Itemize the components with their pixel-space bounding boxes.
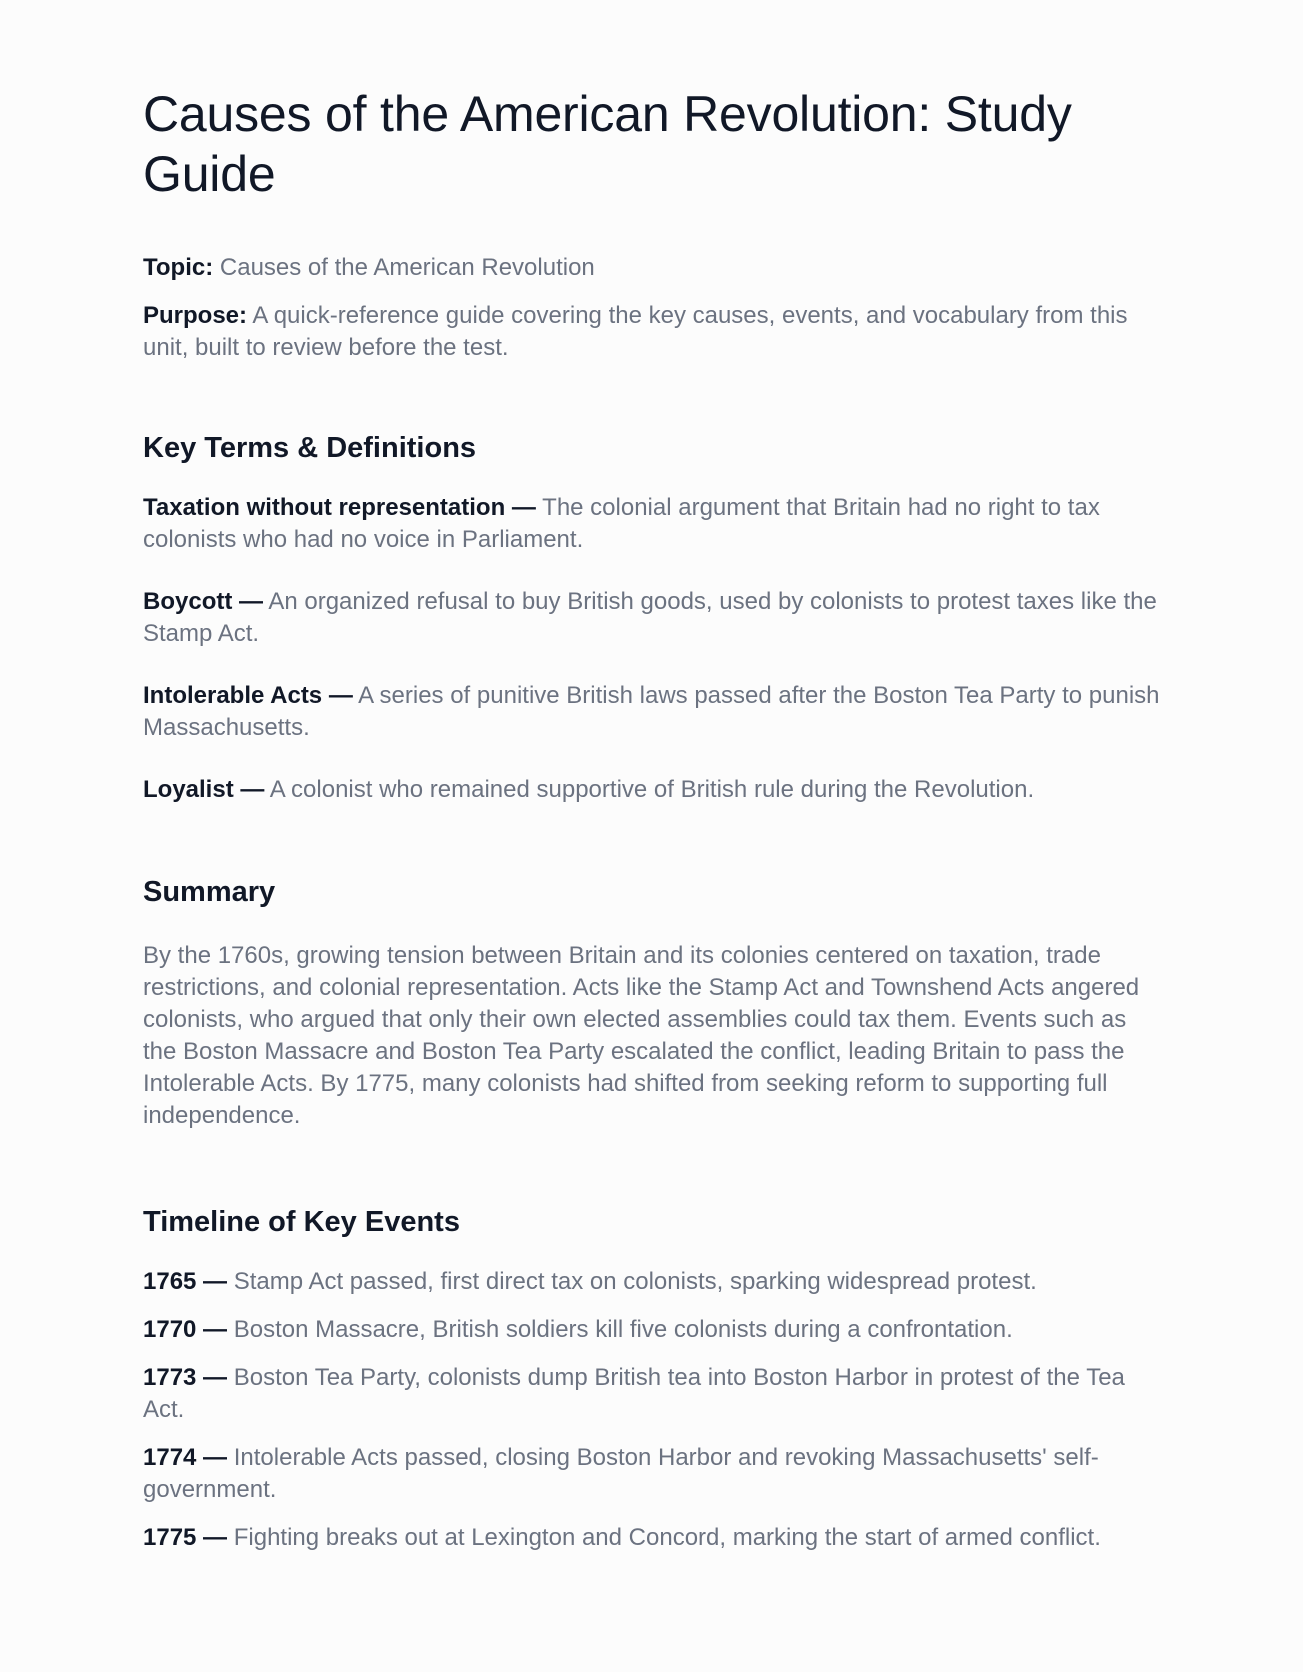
event-year: 1770 — xyxy=(143,1316,228,1343)
term-definition: A series of punitive British laws passed after the Boston Tea Party to punish Massachusetts. xyxy=(143,682,1160,741)
timeline-event xyxy=(143,1442,1163,1506)
summary-paragraph: By the 1760s, growing tension between Britain and its colonies centered on taxation, trade restrictions, and colonial representation. Acts like the Stamp Act and Townshend Acts angered colonists, who argued that only their own elected assemblies could tax them. Events such as the Boston Massacre and Boston Tea Party escalated the conflict, leading Britain to pass the Intolerable Acts. By 1775, many colonists had shifted from seeking reform to supporting full independence. xyxy=(143,942,1140,1129)
event-description: Boston Tea Party, colonists dump British tea into Boston Harbor in protest of the Tea Act. xyxy=(143,1364,1125,1423)
topic-line xyxy=(143,252,1163,284)
key-terms-section xyxy=(143,430,1163,806)
term-item xyxy=(143,492,1163,556)
timeline-list xyxy=(143,1266,1163,1554)
term-definition: An organized refusal to buy British goods, used by colonists to protest taxes like the Stamp Act. xyxy=(143,588,1157,647)
event-year: 1774 — xyxy=(143,1444,228,1471)
topic-label: Topic: xyxy=(143,254,214,281)
term-item xyxy=(143,774,1163,806)
key-terms-list xyxy=(143,492,1163,806)
study-guide-document xyxy=(143,84,1163,1570)
term-item xyxy=(143,680,1163,744)
purpose-line xyxy=(143,300,1163,364)
purpose-value: A quick-reference guide covering the key causes, events, and vocabulary from this unit, built to review before the test. xyxy=(143,302,1128,361)
event-description: Stamp Act passed, first direct tax on colonists, sparking widespread protest. xyxy=(233,1268,1037,1295)
event-year: 1765 — xyxy=(143,1268,228,1295)
page-title: Causes of the American Revolution: Study Guide xyxy=(143,86,1072,202)
event-description: Intolerable Acts passed, closing Boston Harbor and revoking Massachusetts' self-government. xyxy=(143,1444,1099,1503)
purpose-label: Purpose: xyxy=(143,302,248,329)
timeline-event xyxy=(143,1266,1163,1298)
event-year: 1773 — xyxy=(143,1364,228,1391)
term-name: Taxation without representation — xyxy=(143,494,536,521)
term-item xyxy=(143,586,1163,650)
event-year: 1775 — xyxy=(143,1524,228,1551)
term-definition: The colonial argument that Britain had no right to tax colonists who had no voice in Parliament. xyxy=(143,494,1100,553)
timeline-heading: Timeline of Key Events xyxy=(143,1206,460,1238)
term-name: Intolerable Acts — xyxy=(143,682,353,709)
guide-meta xyxy=(143,252,1163,364)
timeline-event xyxy=(143,1314,1163,1346)
summary-heading: Summary xyxy=(143,876,276,908)
timeline-section xyxy=(143,1204,1163,1554)
summary-section xyxy=(143,874,1163,1132)
term-name: Boycott — xyxy=(143,588,263,615)
term-definition: A colonist who remained supportive of British rule during the Revolution. xyxy=(269,776,1035,803)
event-description: Boston Massacre, British soldiers kill five colonists during a confrontation. xyxy=(233,1316,1013,1343)
timeline-event xyxy=(143,1522,1163,1554)
topic-value: Causes of the American Revolution xyxy=(219,254,595,281)
term-name: Loyalist — xyxy=(143,776,265,803)
timeline-event xyxy=(143,1362,1163,1426)
event-description: Fighting breaks out at Lexington and Concord, marking the start of armed conflict. xyxy=(233,1524,1101,1551)
key-terms-heading: Key Terms & Definitions xyxy=(143,432,477,464)
